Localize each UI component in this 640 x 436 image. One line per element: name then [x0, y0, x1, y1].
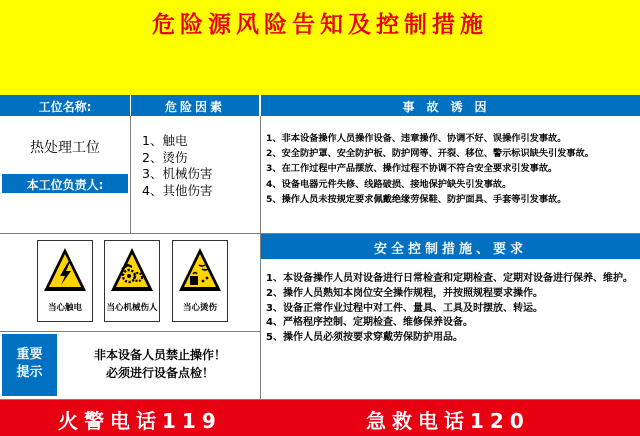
hazard-item: 1、触电: [142, 133, 188, 148]
safety-measures-list: [266, 272, 636, 346]
sign-label: 当心触电: [47, 303, 82, 313]
burn-hazard-warning-icon: [177, 245, 223, 297]
accident-causes-header-text: 事故诱因: [402, 100, 499, 114]
responsible-person-header: [2, 174, 128, 193]
safety-measure-item: 3、设备正常作业过程中对工件、量具、工具及时摆放、转运。: [266, 302, 543, 314]
safety-measures-header-text: 安全控制措施、要求: [373, 242, 527, 257]
sign-electric-shock: [37, 240, 93, 322]
hazard-item: 2、烫伤: [142, 149, 188, 165]
fire-alarm-phone: 火警电话119: [58, 409, 222, 433]
workstation-name-header-text: 工位名称:: [38, 100, 92, 114]
accident-cause-item: 3、在工作过程中产品摆放、操作过程不协调不符合安全要求引发事故。: [266, 163, 558, 175]
electric-shock-warning-icon: [42, 245, 88, 297]
safety-measure-item: 1、本设备操作人员对设备进行日常检查和定期检查、定期对设备进行保养、维护。: [266, 273, 633, 284]
accident-cause-item: 5、操作人员未按规定要求佩戴绝缘劳保鞋、防护面具、手套等引发事故。: [266, 193, 567, 205]
hazard-factors-header: [131, 95, 259, 116]
accident-causes-list: [266, 131, 638, 207]
workstation-name-header: [0, 95, 130, 116]
important-notice-label: [2, 334, 57, 396]
hazard-item: 3、机械伤害: [142, 166, 213, 181]
hazard-item: 4、其他伤害: [142, 182, 213, 198]
safety-measure-item: 4、严格程序控制、定期检查、维修保养设备。: [266, 317, 473, 329]
hazard-factors-header-text: 危险因素: [164, 100, 225, 114]
hazard-list: [142, 133, 212, 199]
important-label-line: 重要: [16, 347, 43, 362]
responsible-person-header-text: 本工位负责人:: [26, 178, 104, 192]
sign-burn: [172, 240, 228, 322]
sign-machinery: [104, 240, 160, 322]
important-notice-text: [60, 346, 260, 382]
title-band: [0, 0, 640, 95]
safety-measures-header: [261, 233, 640, 259]
sign-label: 当心烫伤: [182, 303, 217, 313]
notice-line: 非本设备人员禁止操作！: [93, 348, 226, 362]
accident-cause-item: 4、设备电器元件失修、线路破损、接地保护缺失引发事故。: [266, 178, 512, 190]
divider: [260, 116, 261, 400]
safety-measure-item: 2、操作人员熟知本岗位安全操作规程，并按照规程要求操作。: [266, 287, 543, 299]
sign-label: 当心机械伤人: [106, 303, 158, 313]
accident-cause-item: 2、安全防护罩、安全防护板、防护网等、开裂、移位、警示标识缺失引发事故。: [266, 148, 594, 160]
board-title: 危险源风险告知及控制措施: [152, 12, 488, 38]
divider: [0, 233, 640, 234]
machinery-hazard-warning-icon: [109, 245, 155, 297]
important-label-line: 提示: [16, 365, 43, 380]
accident-causes-header: [261, 95, 640, 116]
divider: [0, 331, 260, 332]
emergency-phone-footer: [0, 400, 640, 436]
safety-measure-item: 5、操作人员必须按要求穿戴劳保防护用品。: [266, 332, 463, 344]
accident-cause-item: 1、非本设备操作人员操作设备、违章操作、协调不好、误操作引发事故。: [266, 133, 567, 144]
divider: [130, 116, 131, 233]
workstation-name: 热处理工位: [30, 140, 100, 156]
first-aid-phone: 急救电话120: [366, 409, 530, 433]
notice-line: 必须进行设备点检！: [105, 366, 214, 380]
